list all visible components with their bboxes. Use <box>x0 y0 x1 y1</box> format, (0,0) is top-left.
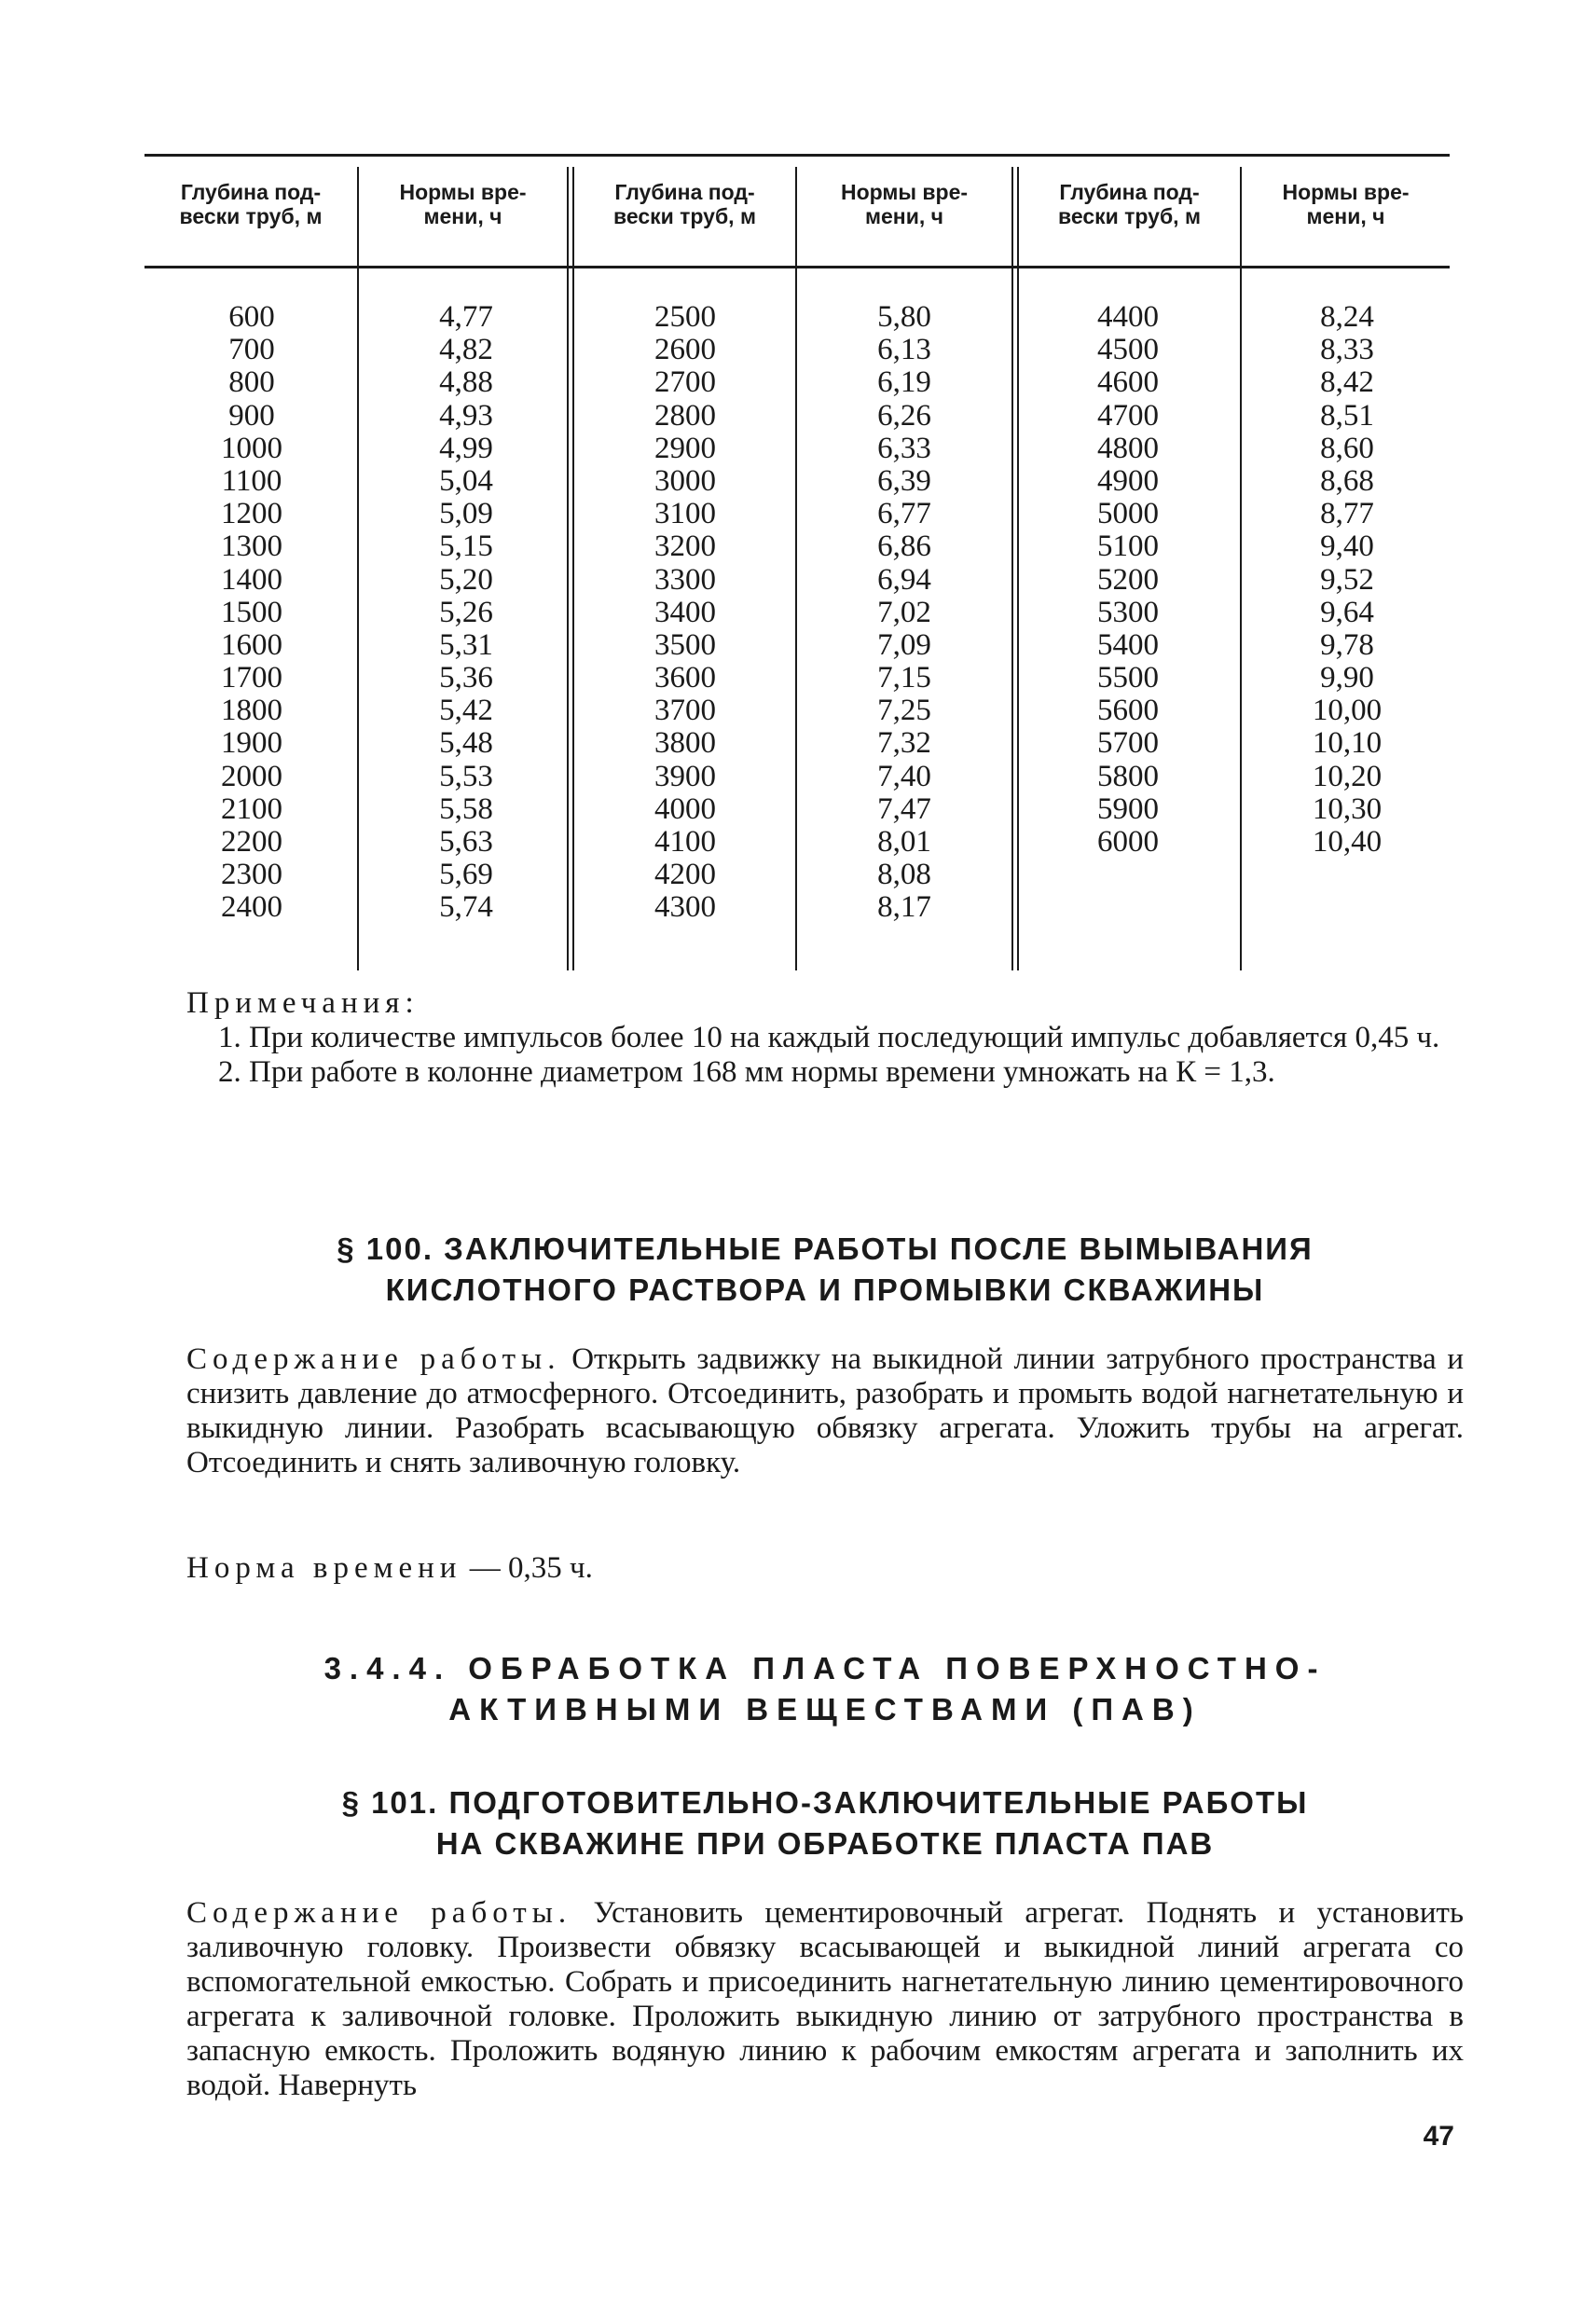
note-item-2: 2. При работе в колонне диаметром 168 мм нормы времени умножать на К = 1,3. <box>218 1055 1275 1089</box>
table-cell: 6,26 <box>877 398 931 433</box>
section-100-heading-line-1: § 100. ЗАКЛЮЧИТЕЛЬНЫЕ РАБОТЫ ПОСЛЕ ВЫМЫВАНИЯ <box>337 1231 1314 1266</box>
table-cell: 2000 <box>221 759 282 793</box>
notes-block <box>186 986 1464 1090</box>
table-cell: 3700 <box>654 694 716 728</box>
chapter-heading-line-2: АКТИВНЫМИ ВЕЩЕСТВАМИ (ПАВ) <box>448 1692 1202 1726</box>
table-cell: 8,51 <box>1320 398 1374 433</box>
table-cell: 7,47 <box>877 791 931 826</box>
table-cell: 1100 <box>221 463 282 498</box>
section-100-norm <box>186 1551 1464 1586</box>
table-cell: 900 <box>228 398 275 433</box>
table-cell: 6000 <box>1097 825 1159 859</box>
table-cell: 7,02 <box>877 595 931 629</box>
table-cell: 4,82 <box>439 333 493 367</box>
column-depth-3 <box>1039 301 1217 859</box>
table-cell: 1800 <box>221 694 282 728</box>
table-cell: 5,58 <box>439 791 493 826</box>
table-cell: 3900 <box>654 759 716 793</box>
column-depth-1 <box>163 301 340 925</box>
content-label: Содержание работы. <box>186 1896 572 1930</box>
table-cell: 6,33 <box>877 431 931 465</box>
table-cell: 4200 <box>654 858 716 892</box>
section-101-heading <box>186 1782 1464 1864</box>
table-cell: 6,19 <box>877 365 931 400</box>
table-cell: 5,74 <box>439 890 493 925</box>
table-cell: 4300 <box>654 890 716 925</box>
table-cell: 5,36 <box>439 661 493 695</box>
section-100-heading <box>186 1229 1464 1311</box>
table-cell: 4400 <box>1097 300 1159 334</box>
table-cell: 6,94 <box>877 562 931 597</box>
table-cell: 4,93 <box>439 398 493 433</box>
column-divider <box>795 167 797 970</box>
table-cell: 6,39 <box>877 463 931 498</box>
table-cell: 7,25 <box>877 694 931 728</box>
table-cell: 3500 <box>654 627 716 662</box>
table-cell: 5400 <box>1097 627 1159 662</box>
table-cell: 8,08 <box>877 858 931 892</box>
table-cell: 3600 <box>654 661 716 695</box>
table-cell: 3300 <box>654 562 716 597</box>
table-cell: 600 <box>228 300 275 334</box>
note-item-1: 1. При количестве импульсов более 10 на каждый последующий импульс добавляется 0,45 ч. <box>218 1021 1440 1054</box>
table-cell: 3800 <box>654 726 716 761</box>
table-cell: 7,15 <box>877 661 931 695</box>
header-depth-1: Глубина под- вески труб, м <box>179 180 323 228</box>
page-number: 47 <box>1423 2121 1454 2152</box>
table-cell: 2800 <box>654 398 716 433</box>
table-cell: 2300 <box>221 858 282 892</box>
table-cell: 5500 <box>1097 661 1159 695</box>
table-cell: 6,13 <box>877 333 931 367</box>
section-100-heading-line-2: КИСЛОТНОГО РАСТВОРА И ПРОМЫВКИ СКВАЖИНЫ <box>385 1272 1265 1307</box>
section-100-content <box>186 1342 1464 1480</box>
table-cell: 9,40 <box>1320 530 1374 564</box>
table-cell: 4800 <box>1097 431 1159 465</box>
table-cell: 4900 <box>1097 463 1159 498</box>
chapter-heading <box>186 1648 1464 1730</box>
table-cell: 10,40 <box>1312 825 1383 859</box>
table-cell: 5200 <box>1097 562 1159 597</box>
table-cell: 5300 <box>1097 595 1159 629</box>
column-norm-3 <box>1259 301 1436 859</box>
table-cell: 3200 <box>654 530 716 564</box>
column-norm-2 <box>816 301 993 925</box>
table-top-rule <box>144 154 1450 157</box>
table-cell: 1000 <box>221 431 282 465</box>
table-cell: 5,69 <box>439 858 493 892</box>
table-cell: 5,80 <box>877 300 931 334</box>
table-cell: 4,99 <box>439 431 493 465</box>
table-cell: 4700 <box>1097 398 1159 433</box>
table-cell: 8,42 <box>1320 365 1374 400</box>
table-cell: 2400 <box>221 890 282 925</box>
column-divider <box>1240 167 1242 970</box>
table-cell: 5,09 <box>439 497 493 531</box>
column-divider-double <box>1011 167 1019 970</box>
table-cell: 4,77 <box>439 300 493 334</box>
table-cell: 9,90 <box>1320 661 1374 695</box>
table-cell: 9,78 <box>1320 627 1374 662</box>
table-cell: 3100 <box>654 497 716 531</box>
table-cell: 1600 <box>221 627 282 662</box>
table-cell: 1200 <box>221 497 282 531</box>
column-norm-1 <box>378 301 555 925</box>
table-cell: 3000 <box>654 463 716 498</box>
chapter-heading-line-1: 3.4.4. ОБРАБОТКА ПЛАСТА ПОВЕРХНОСТНО- <box>323 1651 1327 1685</box>
table-cell: 5900 <box>1097 791 1159 826</box>
table-cell: 5,15 <box>439 530 493 564</box>
table-cell: 8,77 <box>1320 497 1374 531</box>
table-cell: 1700 <box>221 661 282 695</box>
notes-title: Примечания: <box>186 986 420 1020</box>
header-depth-3: Глубина под- вески труб, м <box>1058 180 1201 228</box>
table-cell: 1300 <box>221 530 282 564</box>
table-cell: 5,26 <box>439 595 493 629</box>
table-header-rule <box>144 266 1450 268</box>
table-cell: 5,63 <box>439 825 493 859</box>
table-cell: 5000 <box>1097 497 1159 531</box>
table-cell: 10,20 <box>1312 759 1383 793</box>
table-cell: 4000 <box>654 791 716 826</box>
section-101-heading-line-1: § 101. ПОДГОТОВИТЕЛЬНО-ЗАКЛЮЧИТЕЛЬНЫЕ РАБОТЫ <box>341 1785 1309 1820</box>
table-cell: 4,88 <box>439 365 493 400</box>
table-cell: 8,24 <box>1320 300 1374 334</box>
table-cell: 1400 <box>221 562 282 597</box>
table-cell: 5,20 <box>439 562 493 597</box>
table-cell: 3400 <box>654 595 716 629</box>
section-101-content <box>186 1896 1464 2103</box>
table-cell: 6,77 <box>877 497 931 531</box>
table-cell: 10,10 <box>1312 726 1383 761</box>
norm-label: Норма времени <box>186 1551 462 1585</box>
table-cell: 700 <box>228 333 275 367</box>
table-cell: 7,09 <box>877 627 931 662</box>
table-cell: 5,53 <box>439 759 493 793</box>
table-cell: 1900 <box>221 726 282 761</box>
table-cell: 2600 <box>654 333 716 367</box>
table-cell: 9,52 <box>1320 562 1374 597</box>
table-cell: 10,00 <box>1312 694 1383 728</box>
table-cell: 2200 <box>221 825 282 859</box>
table-cell: 1500 <box>221 595 282 629</box>
table-cell: 2500 <box>654 300 716 334</box>
table-cell: 5,42 <box>439 694 493 728</box>
table-cell: 8,33 <box>1320 333 1374 367</box>
table-cell: 2900 <box>654 431 716 465</box>
table-cell: 4100 <box>654 825 716 859</box>
table-cell: 8,68 <box>1320 463 1374 498</box>
table-cell: 7,32 <box>877 726 931 761</box>
column-divider <box>357 167 359 970</box>
header-norm-1: Нормы вре- мени, ч <box>399 180 527 228</box>
content-text: Установить цементировочный агрегат. Поднять и установить заливочную головку. Произвести обвязку всасывающей и выкидной линий агрегата со вспомогательной емкостью. Собрать и присоединить нагнетательную линию цементировочного агрегата к заливочной головке. Проложить выкидную линию от затрубного пространства в запасную емкость. Проложить водяную линию к рабочим емкостям агрегата и заполнить их водой. Навернуть <box>186 1896 1465 2102</box>
header-norm-2: Нормы вре- мени, ч <box>840 180 969 228</box>
table-cell: 5800 <box>1097 759 1159 793</box>
table-cell: 800 <box>228 365 275 400</box>
table-cell: 5,31 <box>439 627 493 662</box>
table-cell: 5,04 <box>439 463 493 498</box>
table-cell: 2700 <box>654 365 716 400</box>
column-depth-2 <box>597 301 774 925</box>
table-cell: 9,64 <box>1320 595 1374 629</box>
table-cell: 5,48 <box>439 726 493 761</box>
table-cell: 4500 <box>1097 333 1159 367</box>
content-label: Содержание работы. <box>186 1342 561 1376</box>
header-norm-3: Нормы вре- мени, ч <box>1282 180 1410 228</box>
table-cell: 8,60 <box>1320 431 1374 465</box>
table-cell: 2100 <box>221 791 282 826</box>
column-divider-double <box>567 167 574 970</box>
table-cell: 5600 <box>1097 694 1159 728</box>
table-cell: 5700 <box>1097 726 1159 761</box>
table-cell: 5100 <box>1097 530 1159 564</box>
table-cell: 7,40 <box>877 759 931 793</box>
table-cell: 6,86 <box>877 530 931 564</box>
norm-value: — 0,35 ч. <box>469 1551 593 1585</box>
table-cell: 4600 <box>1097 365 1159 400</box>
table-cell: 8,17 <box>877 890 931 925</box>
section-101-heading-line-2: НА СКВАЖИНЕ ПРИ ОБРАБОТКЕ ПЛАСТА ПАВ <box>435 1826 1215 1861</box>
table-cell: 8,01 <box>877 825 931 859</box>
table-cell: 10,30 <box>1312 791 1383 826</box>
content-text: Открыть задвижку на выкидной линии затрубного пространства и снизить давление до атмосферного. Отсоединить, разобрать и промыть водой нагнетательную и выкидную линии. Разобрать всасывающую обвязку агрегата. Уложить трубы на агрегат. Отсоединить и снять заливочную головку. <box>186 1342 1464 1479</box>
header-depth-2: Глубина под- вески труб, м <box>613 180 756 228</box>
